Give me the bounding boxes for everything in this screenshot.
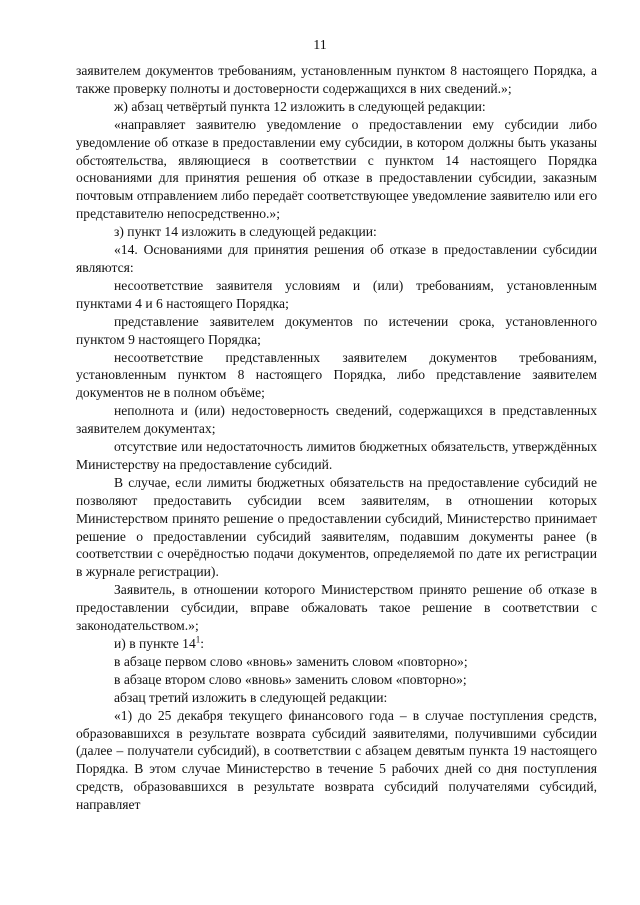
paragraph: «направляет заявителю уведомление о предоставлении ему субсидии либо уведомление об отказе в предоставлении ему субсидии, в котором должны быть указаны обстоятельства, являющиеся в соответствии с пунктом 14 настоящего Порядка основаниями для принятия решения об отказе в предоставлении субсидии, заказным почтовым отправлением либо передаёт соответствующее уведомление заявителю или его представителю непосредственно.»; (76, 116, 597, 222)
paragraph: ж) абзац четвёртый пункта 12 изложить в следующей редакции: (114, 98, 486, 114)
paragraph: отсутствие или недостаточность лимитов бюджетных обязательств, утверждённых Министерству на предоставление субсидий. (76, 439, 597, 472)
paragraph: в абзаце втором слово «вновь» заменить словом «повторно»; (114, 671, 467, 687)
paragraph: Заявитель, в отношении которого Министерством принято решение об отказе в предоставлении субсидии, вправе обжаловать такое решение в соответствии с законодательством.»; (76, 582, 597, 634)
paragraph-tail: : (200, 636, 205, 651)
paragraph-with-superscript (76, 635, 597, 653)
superscript: 1 (195, 634, 201, 645)
document-body (76, 62, 597, 814)
paragraph: абзац третий изложить в следующей редакции: (114, 689, 388, 705)
paragraph: несоответствие представленных заявителем документов требованиям, установленным пунктом 8 настоящего Порядка, либо представление заявителем документов не в полном объёме; (76, 349, 597, 401)
paragraph: «14. Основаниями для принятия решения об отказе в предоставлении субсидии являются: (76, 242, 597, 275)
paragraph: заявителем документов требованиям, установленным пунктом 8 настоящего Порядка, а также проверку полноты и достоверности содержащихся в них сведений.»; (76, 63, 597, 96)
paragraph-text: и) в пункте 14 (114, 636, 196, 651)
paragraph: представление заявителем документов по истечении срока, установленного пунктом 9 настоящего Порядка; (76, 313, 597, 347)
paragraph: з) пункт 14 изложить в следующей редакции: (114, 224, 377, 240)
paragraph: неполнота и (или) недостоверность сведений, содержащихся в представленных заявителем документах; (76, 403, 597, 437)
paragraph: «1) до 25 декабря текущего финансового года – в случае поступления средств, образовавшихся в результате возврата субсидий заявителями, получившими субсидии (далее – получатели субсидий), в соответствии с абзацем девятым пункта 19 настоящего Порядка. В этом случае Министерство в течение 5 рабочих дней со дня поступления средств, образовавшихся в результате возврата субсидий получателями субсидий, направляет (76, 707, 597, 813)
paragraph: В случае, если лимиты бюджетных обязательств на предоставление субсидий не позволяют предоставить субсидии всем заявителям, в отношении которых Министерством принято решение о предоставлении субсидий, Министерство принимает решение о предоставлении субсидий заявителям, подавшим документы ранее (в соответствии с очерёдностью подачи документов, определяемой по дате их регистрации в журнале регистрации). (76, 474, 597, 580)
page-number: 11 (313, 38, 327, 53)
paragraph: несоответствие заявителя условиям и (или) требованиям, установленным пунктами 4 и 6 настоящего Порядка; (76, 277, 597, 311)
paragraph: в абзаце первом слово «вновь» заменить словом «повторно»; (114, 653, 468, 669)
